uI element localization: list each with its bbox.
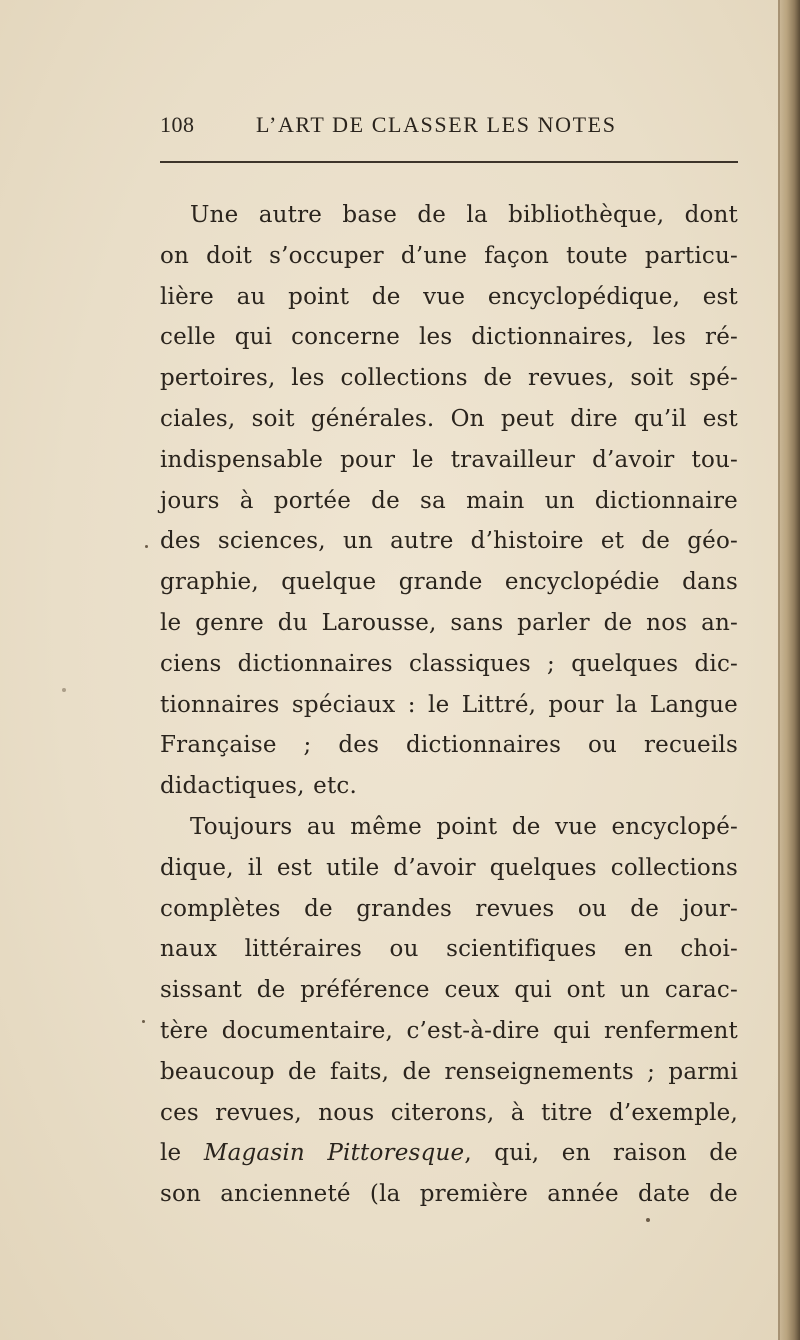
text-line: ciens dictionnaires classiques ; quelques dic- [160,650,738,677]
text-line: naux littéraires ou scientifiques en choi- [160,936,738,963]
running-title: L’ART DE CLASSER LES NOTES [256,112,617,137]
text-line: indispensable pour le travailleur d’avoir tou- [160,446,738,473]
magazine-title: Magasin Pittoresque [203,1140,465,1167]
text-line-with-title [160,1133,738,1174]
paragraph-1 [160,195,738,807]
text-line: graphie, quelque grande encyclopédie dans [160,569,738,596]
text-line: le genre du Larousse, sans parler de nos an- [160,609,738,636]
body-text [160,195,738,1215]
paragraph-2 [160,807,738,1215]
text-line: Française ; des dictionnaires ou recueils [160,732,738,759]
text-line: celle qui concerne les dictionnaires, les ré- [160,324,738,351]
text-line: lière au point de vue encyclopédique, est [160,283,738,310]
paper-speck [142,1020,145,1023]
text-line: complètes de grandes revues ou de jour- [160,895,738,922]
text-line: tère documentaire, c’est-à-dire qui renferment [160,1017,738,1044]
header-rule [160,161,738,163]
text-line: didactiques, etc. [160,773,358,800]
text-fragment: , qui, en raison de [464,1140,738,1167]
text-line: ces revues, nous citerons, à titre d’exemple, [160,1099,738,1126]
gutter-edge [778,0,780,1340]
text-line: des sciences, un autre d’histoire et de géo- [160,528,738,555]
text-line: beaucoup de faits, de renseignements ; parmi [160,1058,738,1085]
paper-speck [62,688,66,692]
text-line: tionnaires spéciaux : le Littré, pour la Langue [160,691,738,718]
book-gutter [778,0,800,1340]
text-line: jours à portée de sa main un dictionnaire [160,487,738,514]
text-line: sissant de préférence ceux qui ont un carac- [160,977,738,1004]
running-head [160,112,738,148]
paper-speck [646,1218,650,1222]
text-line: son ancienneté (la première année date de [160,1181,738,1208]
page-number: 108 [160,112,195,137]
text-line: pertoires, les collections de revues, soit spé- [160,365,738,392]
paper-speck [145,545,148,548]
text-line: ciales, soit générales. On peut dire qu’il est [160,405,738,432]
text-line: Une autre base de la bibliothèque, dont [190,202,738,228]
text-fragment: le [160,1140,204,1167]
text-line: on doit s’occuper d’une façon toute particu- [160,242,738,269]
text-line: dique, il est utile d’avoir quelques collections [160,854,738,881]
text-line: Toujours au même point de vue encyclopé- [190,813,738,840]
